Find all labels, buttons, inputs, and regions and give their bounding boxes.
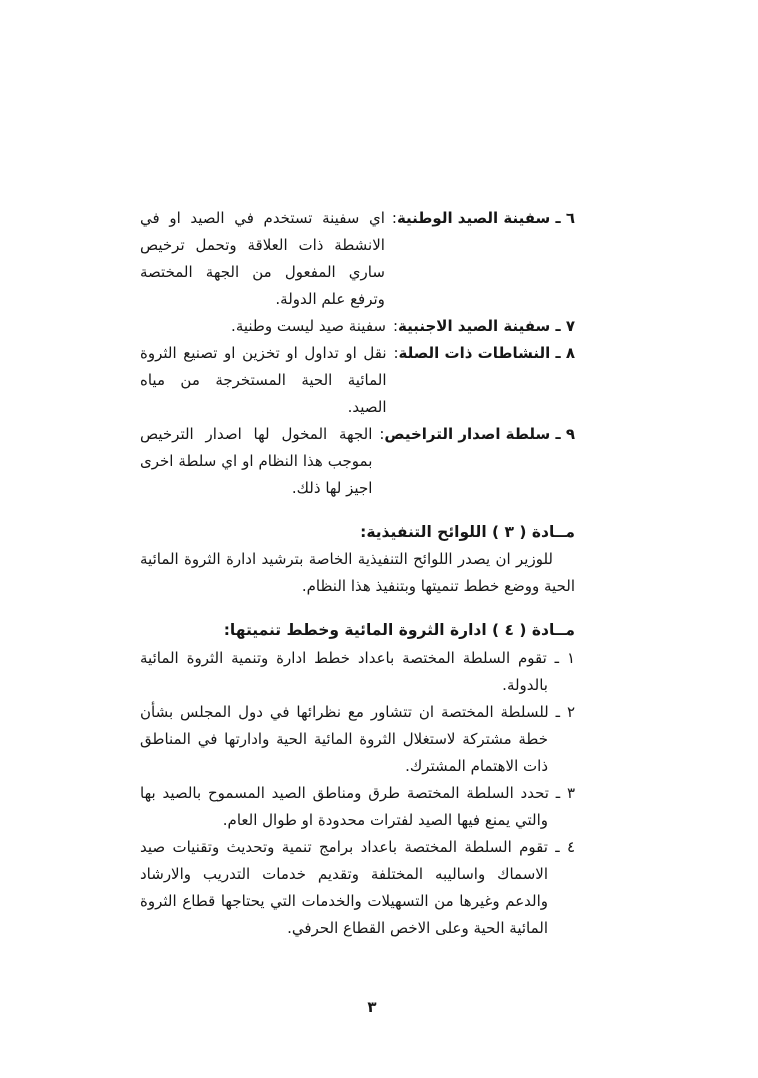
definition-term: ٦ ـ سفينة الصيد الوطنية <box>396 209 575 227</box>
definition-text: سفينة صيد ليست وطنية. <box>231 317 386 335</box>
definition-separator: : <box>391 209 397 227</box>
definition-item <box>140 313 575 340</box>
definitions-list <box>140 205 575 502</box>
definition-text: اي سفينة تستخدم في الصيد او في الانشطة ذات العلاقة وتحمل ترخيص ساري المفعول من الجهة المختصة وترفع علم الدولة. <box>140 209 385 308</box>
article-3-section <box>140 519 575 600</box>
definition-text: نقل او تداول او تخزين او تصنيع الثروة المائية الحية المستخرجة من مياه الصيد. <box>140 344 387 416</box>
article-clause: ٣ ـ تحدد السلطة المختصة طرق ومناطق الصيد المسموح بالصيد بها والتي يمنع فيها الصيد لفترات محدودة او طوال العام. <box>140 784 575 829</box>
definition-term: ٩ ـ سلطة اصدار التراخيص <box>384 425 575 443</box>
article-clause: ٤ ـ تقوم السلطة المختصة باعداد برامج تنمية وتحديث وتقنيات صيد الاسماك واساليبه المختلفة وتقديم خدمات التدريب والارشاد والدعم وغيرها من التسهيلات والخدمات التي يحتاجها قطاع الثروة المائية الحية وعلى الاخص القطاع الحرفي. <box>140 838 575 937</box>
definition-term: ٨ ـ النشاطات ذات الصلة <box>398 344 575 362</box>
article-clause: ١ ـ تقوم السلطة المختصة باعداد خطط ادارة وتنمية الثروة المائية بالدولة. <box>140 649 575 694</box>
definition-term: ٧ ـ سفينة الصيد الاجنبية <box>398 317 575 335</box>
definition-separator: : <box>392 317 398 335</box>
page-footer <box>0 997 744 1016</box>
document-content <box>140 205 575 942</box>
page-number: ٣ <box>367 998 377 1016</box>
article-4-clauses <box>140 645 575 942</box>
article-3-paragraph: للوزير ان يصدر اللوائح التنفيذية الخاصة بترشيد ادارة الثروة المائية الحية ووضع خطط تنميتها وبتنفيذ هذا النظام. <box>140 550 575 595</box>
article-clause: ٢ ـ للسلطة المختصة ان تتشاور مع نظرائها في دول المجلس بشأن خطة مشتركة لاستغلال الثروة المائية الحية وادارتها في المناطق ذات الاهتمام المشترك. <box>140 703 575 775</box>
definition-text: الجهة المخول لها اصدار الترخيص بموجب هذا النظام او اي سلطة اخرى اجيز لها ذلك. <box>140 425 373 497</box>
definition-separator: : <box>393 344 399 362</box>
article-3-heading: مــادة ( ٣ ) اللوائح التنفيذية: <box>360 523 575 541</box>
definition-item <box>140 205 575 313</box>
article-4-heading: مــادة ( ٤ ) ادارة الثروة المائية وخطط تنميتها: <box>223 621 575 639</box>
definition-item <box>140 421 575 502</box>
definition-item <box>140 340 575 421</box>
definition-separator: : <box>379 425 385 443</box>
article-4-section <box>140 617 575 942</box>
